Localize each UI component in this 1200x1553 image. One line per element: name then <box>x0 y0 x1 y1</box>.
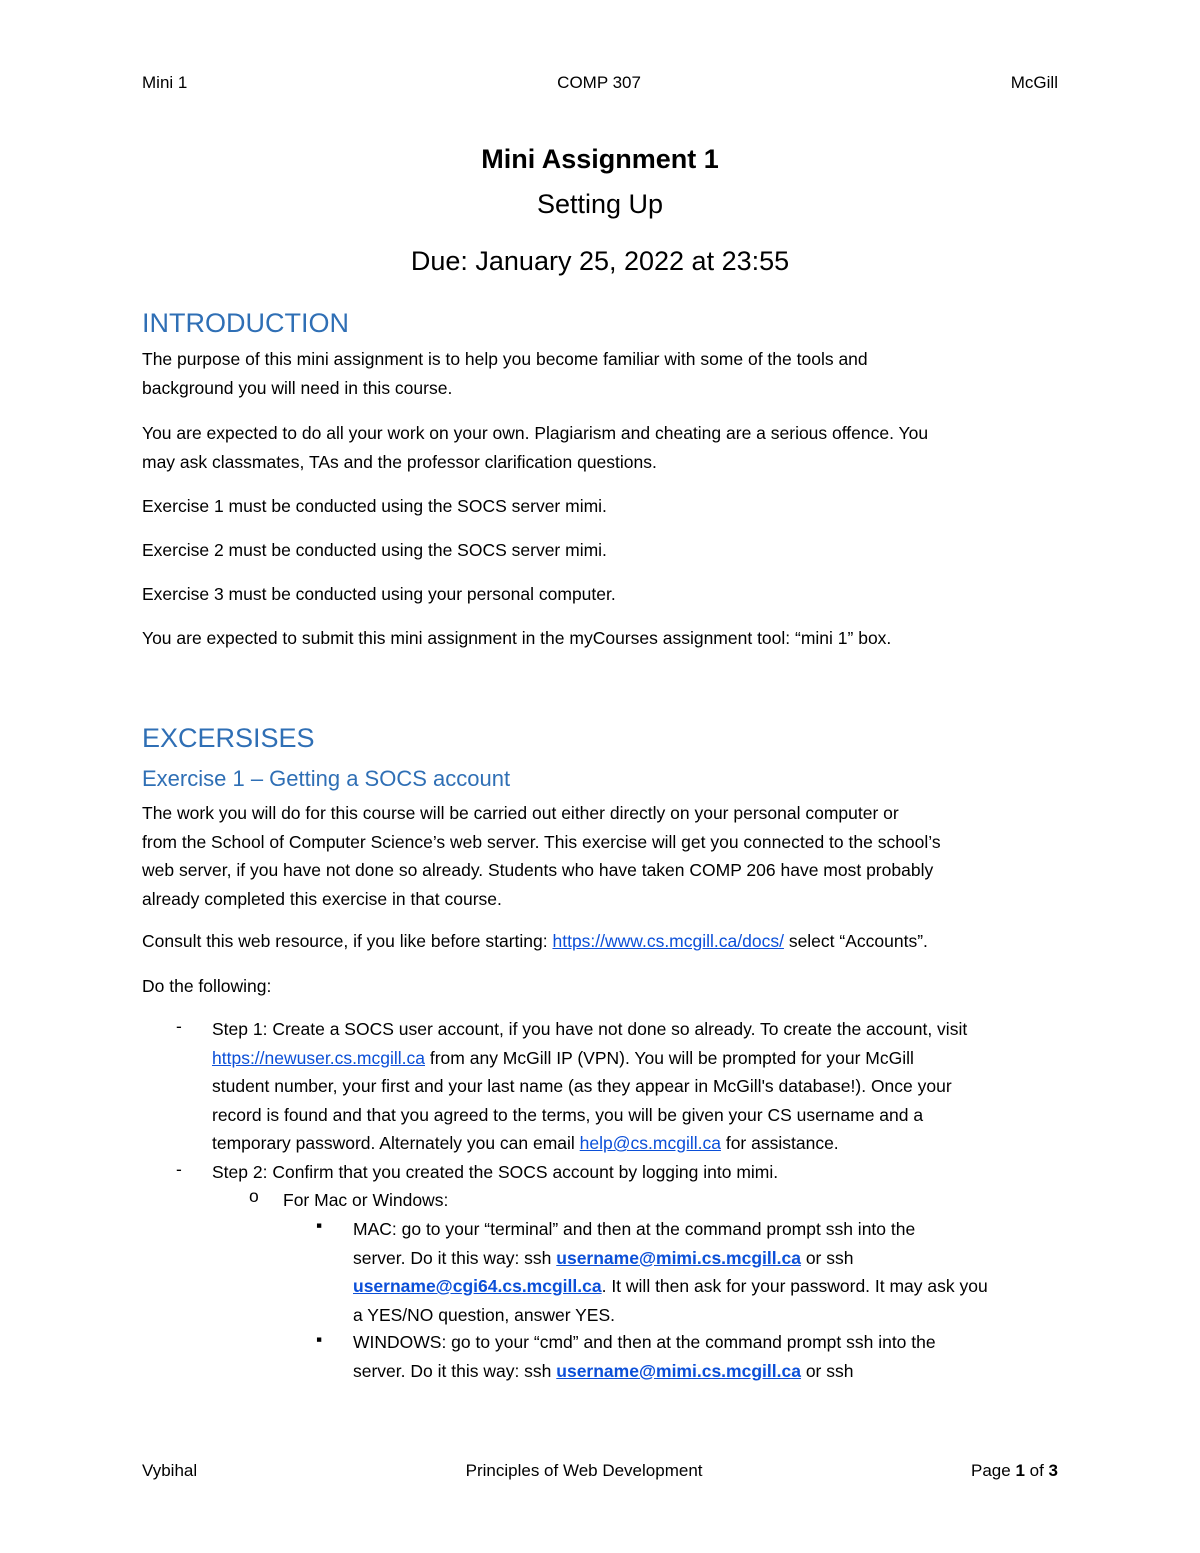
mac-line2-mid: or ssh <box>800 1247 854 1268</box>
windows-instructions <box>353 1328 1073 1385</box>
newuser-link[interactable]: https://newuser.cs.mcgill.ca <box>212 1047 425 1068</box>
header-center: COMP 307 <box>557 73 641 92</box>
square-bullet: ▪ <box>316 1329 323 1349</box>
exercises-heading: EXCERSISES <box>142 723 315 753</box>
mac-line3 <box>353 1272 1073 1301</box>
mac-line3-text: . It will then ask for your password. It may ask you <box>601 1276 988 1296</box>
consult-text-post: select “Accounts”. <box>783 931 928 951</box>
page-number <box>971 1461 1058 1481</box>
page-label: Page <box>971 1461 1016 1480</box>
intro-p1-line2: background you will need in this course. <box>142 377 453 398</box>
intro-p2-line2: may ask classmates, TAs and the professor clarification questions. <box>142 451 657 472</box>
cgi64-ssh-link[interactable]: username@cgi64.cs.mcgill.ca <box>353 1276 602 1296</box>
mac-line1: MAC: go to your “terminal” and then at the command prompt ssh into the <box>353 1219 916 1239</box>
ex1-p-line4: already completed this exercise in that course. <box>142 888 502 909</box>
ex1-p-line3: web server, if you have not done so already. Students who have taken COMP 206 have most probably <box>142 860 934 880</box>
win-mimi-ssh-link[interactable]: username@mimi.cs.mcgill.ca <box>556 1360 801 1381</box>
docs-link[interactable]: https://www.cs.mcgill.ca/docs/ <box>552 931 784 951</box>
step1-line5-text: temporary password. Alternately you can email <box>212 1133 580 1153</box>
dash-bullet: - <box>176 1159 182 1179</box>
step1-line5-post: for assistance. <box>720 1133 839 1153</box>
win-line2-text: server. Do it this way: ssh <box>353 1360 557 1381</box>
intro-p1-line1: The purpose of this mini assignment is to help you become familiar with some of the tools and <box>142 349 868 369</box>
consult-paragraph <box>142 927 1062 956</box>
mac-line4: a YES/NO question, answer YES. <box>353 1304 615 1325</box>
step1-line4: record is found and that you agreed to the terms, you will be given your CS username and a <box>212 1104 924 1125</box>
mac-line2-text: server. Do it this way: ssh <box>353 1247 557 1268</box>
intro-paragraph-1 <box>142 345 1062 402</box>
page-footer <box>142 1461 1058 1481</box>
document-title: Mini Assignment 1 <box>481 144 719 174</box>
step1-line2 <box>212 1044 1072 1073</box>
win-line2 <box>353 1357 1073 1386</box>
footer-left: Vybihal <box>142 1461 198 1480</box>
win-line2-post: or ssh <box>800 1360 854 1381</box>
page-total: 3 <box>1048 1461 1058 1480</box>
step-2-item: Step 2: Confirm that you created the SOCS account by logging into mimi. <box>212 1162 779 1182</box>
do-following: Do the following: <box>142 976 272 996</box>
step1-line2-text: from any McGill IP (VPN). You will be prompted for your McGill <box>425 1047 914 1068</box>
ex1-p-line2: from the School of Computer Science’s web server. This exercise will get you connected to the school’s <box>142 831 941 852</box>
mac-line2 <box>353 1244 1073 1273</box>
mimi-ssh-link[interactable]: username@mimi.cs.mcgill.ca <box>556 1247 801 1268</box>
consult-text: Consult this web resource, if you like before starting: <box>142 931 553 951</box>
ex1-p-line1: The work you will do for this course will be carried out either directly on your personal computer or <box>142 803 899 823</box>
footer-center: Principles of Web Development <box>465 1461 703 1480</box>
intro-paragraph-3: Exercise 1 must be conducted using the SOCS server mimi. <box>142 496 607 516</box>
intro-p2-line1: You are expected to do all your work on your own. Plagiarism and cheating are a serious offence. You <box>142 423 929 443</box>
square-bullet: ▪ <box>316 1215 323 1235</box>
mac-instructions <box>353 1215 1073 1329</box>
step1-line3: student number, your first and your last name (as they appear in McGill's database!). Once your <box>212 1076 952 1096</box>
intro-paragraph-5: Exercise 3 must be conducted using your personal computer. <box>142 584 616 604</box>
dash-bullet: - <box>176 1016 182 1036</box>
exercise-1-paragraph <box>142 799 1062 913</box>
exercise-1-heading: Exercise 1 – Getting a SOCS account <box>142 766 511 791</box>
step-1-item <box>212 1015 1072 1158</box>
circle-bullet: o <box>249 1186 259 1206</box>
document-subtitle: Setting Up <box>536 189 664 219</box>
sub-item-mac-windows: For Mac or Windows: <box>283 1190 449 1210</box>
due-date: Due: January 25, 2022 at 23:55 <box>410 246 790 276</box>
step1-line5 <box>212 1129 1072 1158</box>
header-right: McGill <box>1010 73 1058 92</box>
introduction-heading: INTRODUCTION <box>142 308 349 338</box>
win-line1: WINDOWS: go to your “cmd” and then at the command prompt ssh into the <box>353 1332 936 1352</box>
page-of: of <box>1024 1461 1049 1480</box>
header-left: Mini 1 <box>142 73 188 92</box>
page-current: 1 <box>1015 1461 1025 1480</box>
help-email-link[interactable]: help@cs.mcgill.ca <box>579 1133 721 1153</box>
intro-paragraph-6: You are expected to submit this mini assignment in the myCourses assignment tool: “mini 1” box. <box>142 628 892 648</box>
intro-paragraph-2 <box>142 419 1062 476</box>
page-header <box>142 73 1058 93</box>
step1-line1: Step 1: Create a SOCS user account, if you have not done so already. To create the account, visit <box>212 1019 968 1039</box>
intro-paragraph-4: Exercise 2 must be conducted using the SOCS server mimi. <box>142 540 607 560</box>
